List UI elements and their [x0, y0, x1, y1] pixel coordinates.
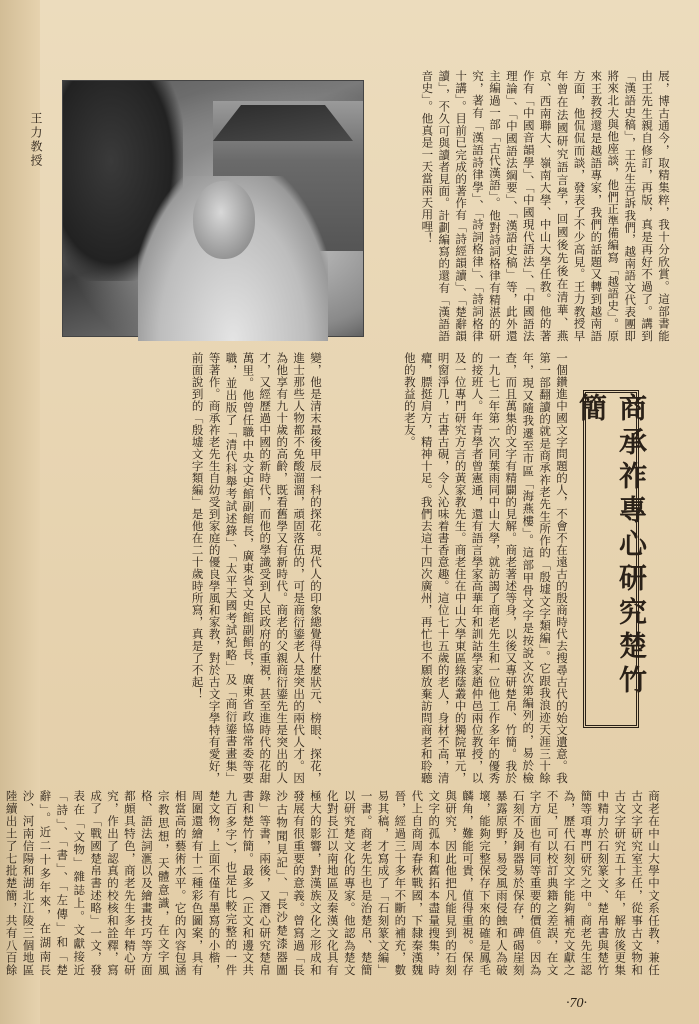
page-number: ·70· — [566, 996, 587, 1011]
portrait-photo — [62, 80, 364, 337]
photo-caption: 王力教授 — [29, 112, 43, 168]
text-column-bottom-mid: 變，他是清末最後甲辰一科的探花。現代人的印象總覺得什麼狀元、榜眼、探花，進士那些人物都不免酸溜溜，頑固落伍的，可是商衍鎏老人是突出的兩代人才。因為他享有九十歲的高齡，既看舊學又有新時代。商老的父親商衍鎏先生是突出的人才，又經歷過中國的新時代，而他的學識受到人民政府的重視，甚至進時代的花甜萬里。他曾任職中央文史館副館長，廣東省文史館副館長，廣東省政協常委等要職，並出版了「清代科舉考試述錄」、「太平天國考試紀略」及「商衍鎏書畫集」等著作。商承祚老先生自幼受到家庭的優良學風和家教，對於古文字學特有愛好，前面說到的「殷墟文字類編」是他在二十歲時所寫，真是了不起！ — [190, 352, 323, 784]
text-column-bottom-right: 一個鑽進中國文字問題的人，不會不在遠古的殷商時代去搜尋古代的始文遺意。我第一部翻讀的就是商承祚老先生所作的「殷墟文字類編」。它跟我浪迹天涯三十餘年，現又隨我遷至市區「海燕樓」。這部甲骨文字是按說文次第編列的，易於檢查，而且萬集的文字有精闢的見解。商老著述等身，以後又專研楚帛、竹簡。我於一九七二年第一次同葉雨同中山大學，就訪謁了商老先生和一位他工作多年的優秀的接班人。年青學者曾憲通，還有語言學家高華年和訓詁學家趙仲邑兩位教授，以及一位專門研究方言的黃家教先生。商老住在中山大學東區綠蔭叢中的獨院單元，明窗淨几，古書古硯，令人沁味着書香意趣。這位七十五歲的老人，身材不高，清癯，膘挺肩方，精神十足。我們去這十四次廣州，再忙也不願放棄訪問商老和聆聽他的教益的老友。 — [402, 352, 569, 784]
text-column-top-right: 展，博古通今，取精集粹，我十分欣賞。這部書能由王先生親自修訂，再版，真是再好不過了。講到「漢語史稿」，王先生告訴我們，越南語文代表團即將來北大與他座談，他們正準備編寫「越語史」。原來王教授還是越語專家，我們的話題又轉到越南語方面，他侃侃而談，發表了不少高見。王力教授早年曾在法國研究語言學，回國後先後在清華、燕京、西南聯大、嶺南大學、中山大學任教。他的著作有「中國音韻學」、「中國現代語法」、「中國語法理論」、「中國語法綱要」、「漢語史稿」等，此外還主編過一部「古代漢語」。他對詩詞格律有精湛的研究，著有「漢語詩律學」、「詩詞格律」、「詩詞格律十講」。目前已完成的著作有「詩經韻讀」、「楚辭韻讀」，不久可與讀者見面。計劃編寫的還有「漢語語音史」。他真是一天當兩天用哩！ — [420, 70, 671, 342]
photo-head — [193, 181, 255, 259]
text-column-bottom-left: 商老在中山大學中文系任教，兼任古文字研究室主任，從事古文物和古文字研究五十多年，解放後更集中精力於石刻篆文、楚帛書與楚竹簡等項專門研究之中。商老先生認為，歷代石刻文字能夠補充文獻之不足，可以校訂典籍之差誤，在文字方面也有同等重要的價值。因為石刻不及銅器易於保存，碑碣崖刻暴露原野，易受風雨侵蝕和人為破壞，能夠完整保存下來的確是鳳毛麟角，難能可貴，值得重視。保存與研究，因此他把凡能見到的石刻文字的孤本和舊拓本盡量搜集，時代上自商周春秋戰國，下隸秦漢魏晉，經過三十多年不斷的補充，數易其稿，才寫成了「石刻篆文編」一書。商老先生也是治楚帛、楚簡以研究楚文化的專家。他認為楚文化對長江以南地區及秦漢文化具有極大的影響，對漢族文化之形成和發展有很重要的意義。曾寫過「長沙古物聞見記」、「長沙楚漆器圖錄」等書，兩後，又潛心研究楚帛書和楚竹簡。最多（正文和邊文共九百多字），也是比較完整的一件楚文物，上面不僅有墨寫的小楷，周圍還繪有十二種彩色圖案，具有相當高的藝術水平。它的內容包涵宗教思想，天體意識，在文字風格、語法詞滙以及繪畫技巧等方面都頗具特色，商老先生多年精心研究，作出了認真的校核和詮釋，寫成了「戰國楚帛書述略」一文，發表在「文物」雜誌上。文獻接近「詩」、「書」、「左傳」和「楚辭」。近二十多年來，在湖南長沙、河南信陽和湖北江陵三個地區陸續出土了七批楚簡，共有八百餘 — [4, 790, 661, 976]
article-title-box — [575, 390, 648, 728]
article-title: 商承祚專心研究楚竹簡 — [575, 393, 648, 699]
